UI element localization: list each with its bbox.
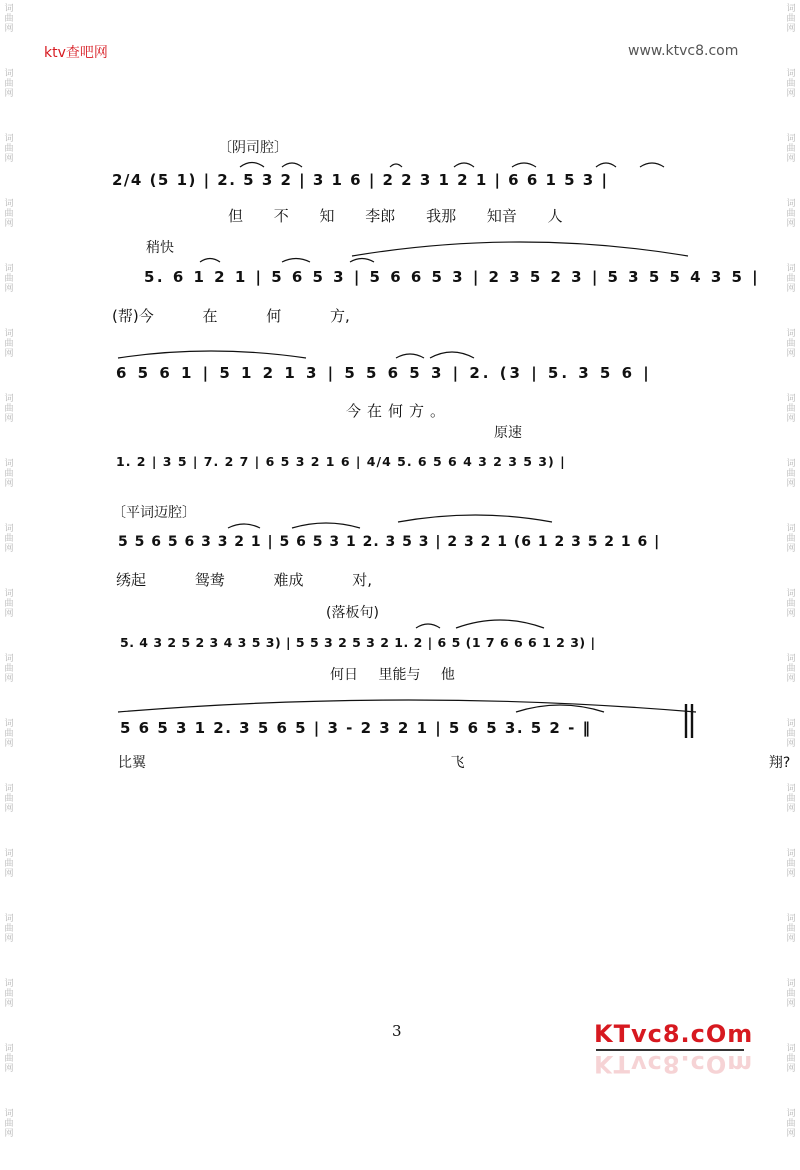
side-watermark-block: 词 曲 网: [786, 394, 796, 424]
lyrics-line-6: 何日 里能与 他: [330, 667, 455, 683]
side-watermark-block: 词 曲 网: [4, 524, 14, 554]
side-watermark-block: 词 曲 网: [4, 589, 14, 619]
side-watermark-block: 词 曲 网: [4, 199, 14, 229]
side-watermark-block: 词 曲 网: [4, 1044, 14, 1074]
side-watermark-block: 词 曲 网: [786, 524, 796, 554]
ktvc8-logo-reflection: KTvc8.cOm: [594, 1050, 754, 1078]
music-line-4: 1. 2 | 3 5 | 7. 2 7 | 6 5 3 2 1 6 | 4/4 5. 6 5 6 4 3 2 3 5 3) |: [116, 454, 566, 469]
lyrics-line-3: 今在何方。: [346, 402, 452, 420]
side-watermark-block: 词 曲 网: [4, 719, 14, 749]
side-watermark-block: 词 曲 网: [786, 1109, 796, 1139]
site-name-left[interactable]: ktv查吧网: [44, 45, 108, 61]
side-watermark-block: 词 曲 网: [786, 69, 796, 99]
side-watermark-block: 词 曲 网: [4, 784, 14, 814]
side-watermark-block: 词 曲 网: [786, 719, 796, 749]
music-line-5: 5 5 6 5 6 3 3 2 1 | 5 6 5 3 1 2. 3 5 3 | 2 3 2 1 (6 1 2 3 5 2 1 6 |: [118, 534, 661, 550]
side-watermark-block: 词 曲 网: [4, 69, 14, 99]
side-watermark-block: 词 曲 网: [786, 1044, 796, 1074]
side-watermark-block: 词 曲 网: [786, 459, 796, 489]
side-watermark-block: 词 曲 网: [4, 264, 14, 294]
side-watermark-block: 词 曲 网: [786, 199, 796, 229]
side-watermark-block: 词 曲 网: [786, 329, 796, 359]
ktvc8-logo[interactable]: KTvc8.cOm: [594, 1020, 754, 1048]
side-watermark-block: 词 曲 网: [4, 914, 14, 944]
side-watermark-block: 词 曲 网: [4, 134, 14, 164]
side-watermark-block: 词 曲 网: [786, 264, 796, 294]
side-watermark-block: 词 曲 网: [786, 654, 796, 684]
music-line-2: 5. 6 1 2 1 | 5 6 5 3 | 5 6 6 5 3 | 2 3 5 2 3 | 5 3 5 5 4 3 5 |: [144, 268, 761, 286]
lyrics-line-2: (帮)今 在 何 方,: [112, 307, 350, 325]
side-watermark-block: 词 曲 网: [4, 979, 14, 1009]
side-watermark-block: 词 曲 网: [786, 589, 796, 619]
side-watermark-block: 词 曲 网: [4, 394, 14, 424]
mark-yin-si-qiang: 〔阴司腔〕: [218, 140, 288, 156]
mark-shao-kuai: 稍快: [146, 240, 174, 256]
side-watermark-block: 词 曲 网: [786, 4, 796, 34]
music-line-1: 2/4 (5 1) | 2. 5 3 2 | 3 1 6 | 2 2 3 1 2 1 | 6 6 1 5 3 |: [112, 171, 609, 189]
page-number: 3: [392, 1022, 402, 1040]
lyrics-line-7: 比翼 飞 翔?: [118, 755, 791, 771]
side-watermark-block: 词 曲 网: [786, 784, 796, 814]
music-line-7: 5 6 5 3 1 2. 3 5 6 5 | 3 - 2 3 2 1 | 5 6 5 3. 5 2 - ‖: [120, 719, 592, 737]
mark-luo-ban-ju: (落板句): [326, 605, 379, 621]
side-watermark-block: 词 曲 网: [4, 849, 14, 879]
side-watermark-block: 词 曲 网: [786, 979, 796, 1009]
music-line-6: 5. 4 3 2 5 2 3 4 3 5 3) | 5 5 3 2 5 3 2 1. 2 | 6 5 (1 7 6 6 6 1 2 3) |: [120, 635, 596, 650]
side-watermark-block: 词 曲 网: [786, 134, 796, 164]
side-watermark-block: 词 曲 网: [4, 459, 14, 489]
music-line-3: 6 5 6 1 | 5 1 2 1 3 | 5 5 6 5 3 | 2. (3 | 5. 3 5 6 |: [116, 364, 652, 382]
mark-yuan-su: 原速: [494, 425, 522, 441]
site-url-right[interactable]: www.ktvc8.com: [628, 43, 739, 59]
side-watermark-block: 词 曲 网: [4, 654, 14, 684]
side-watermark-block: 词 曲 网: [4, 4, 14, 34]
side-watermark-block: 词 曲 网: [786, 914, 796, 944]
side-watermark-block: 词 曲 网: [4, 329, 14, 359]
side-watermark-block: 词 曲 网: [4, 1109, 14, 1139]
lyrics-line-1: 但 不 知 李郎 我那 知音 人: [228, 207, 563, 225]
mark-ping-ci-mai-qiang: 〔平词迈腔〕: [112, 505, 196, 521]
side-watermark-block: 词 曲 网: [786, 849, 796, 879]
lyrics-line-5: 绣起 鸳鸯 难成 对,: [116, 571, 373, 589]
